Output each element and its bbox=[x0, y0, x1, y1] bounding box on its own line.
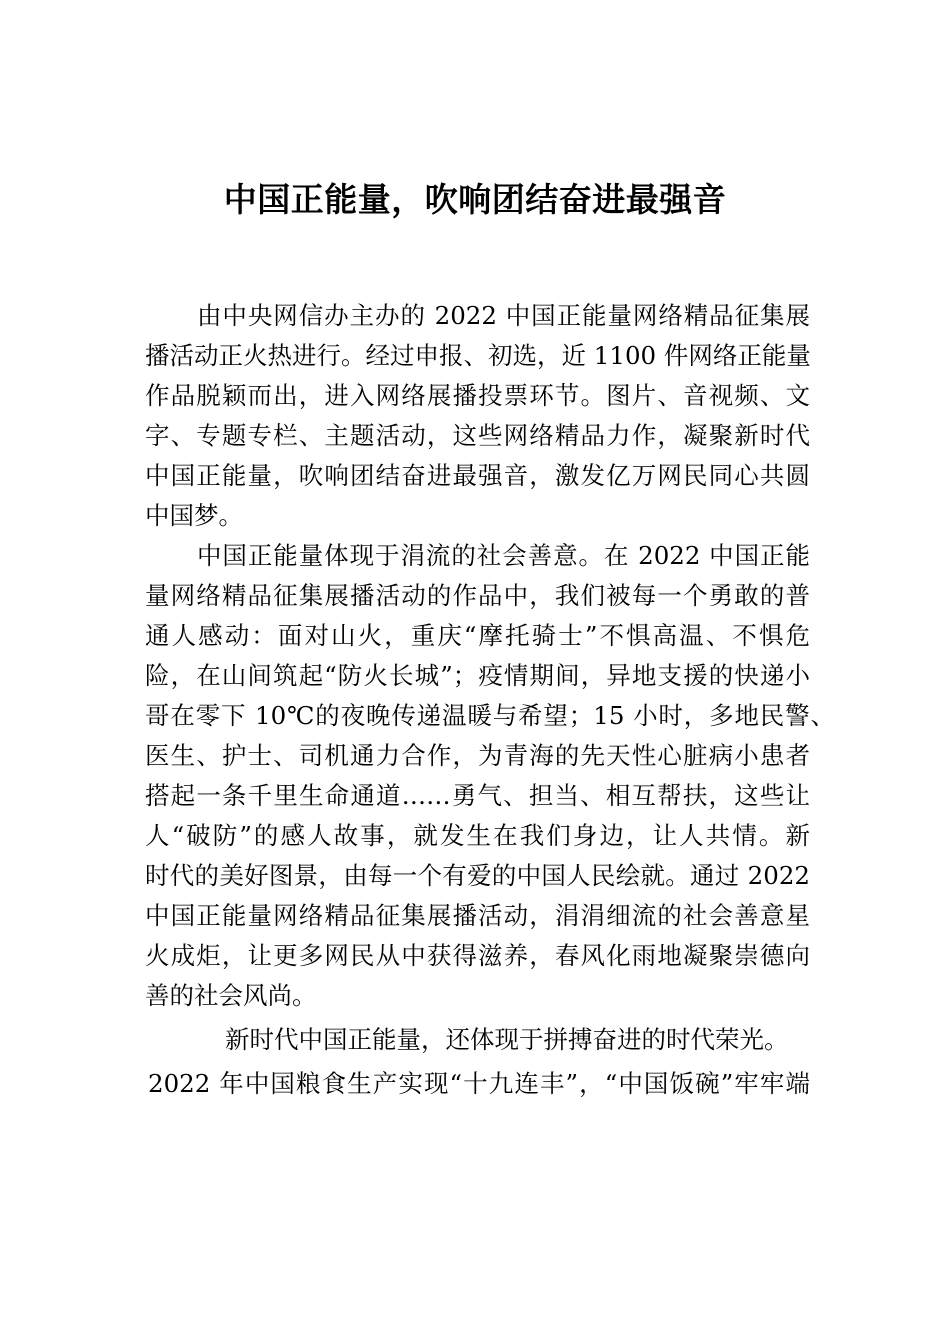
document-title: 中国正能量，吹响团结奋进最强音 bbox=[223, 180, 727, 219]
paragraph-2-line-6: 医生、护士、司机通力合作，为青海的先天性心脏病小患者 bbox=[145, 741, 810, 770]
paragraph-2-line-11: 火成炬，让更多网民从中获得滋养，春风化雨地凝聚崇德向 bbox=[145, 941, 810, 970]
paragraph-2-line-8: 人“破防”的感人故事，就发生在我们身边，让人共情。新 bbox=[145, 821, 810, 850]
paragraph-1-line-5: 中国正能量，吹响团结奋进最强音，激发亿万网民同心共圆 bbox=[145, 461, 810, 490]
paragraph-2-line-5: 哥在零下 10℃的夜晚传递温暖与希望；15 小时，多地民警、 bbox=[145, 701, 835, 730]
paragraph-3-line-2: 2022 年中国粮食生产实现“十九连丰”，“中国饭碗”牢牢端 bbox=[148, 1069, 810, 1098]
paragraph-2-line-9: 时代的美好图景，由每一个有爱的中国人民绘就。通过 2022 bbox=[145, 861, 810, 890]
paragraph-1-line-6: 中国梦。 bbox=[145, 501, 243, 530]
paragraph-2-line-3: 通人感动：面对山火，重庆“摩托骑士”不惧高温、不惧危 bbox=[145, 621, 810, 650]
paragraph-2-line-12: 善的社会风尚。 bbox=[145, 981, 317, 1010]
paragraph-2-line-2: 量网络精品征集展播活动的作品中，我们被每一个勇敢的普 bbox=[145, 581, 810, 610]
paragraph-1-line-2: 播活动正火热进行。经过申报、初选，近 1100 件网络正能量 bbox=[145, 341, 811, 370]
paragraph-2-line-4: 险，在山间筑起“防火长城”；疫情期间，异地支援的快递小 bbox=[145, 661, 810, 690]
paragraph-1-line-1: 由中央网信办主办的 2022 中国正能量网络精品征集展 bbox=[197, 301, 810, 330]
paragraph-2-line-10: 中国正能量网络精品征集展播活动，涓涓细流的社会善意星 bbox=[145, 901, 810, 930]
paragraph-1-line-4: 字、专题专栏、主题活动，这些网络精品力作，凝聚新时代 bbox=[145, 421, 810, 450]
paragraph-2-line-1: 中国正能量体现于涓流的社会善意。在 2022 中国正能 bbox=[197, 541, 810, 570]
paragraph-1-line-3: 作品脱颖而出，进入网络展播投票环节。图片、音视频、文 bbox=[145, 381, 810, 410]
paragraph-2-line-7: 搭起一条千里生命通道……勇气、担当、相互帮扶，这些让 bbox=[145, 781, 810, 810]
paragraph-3-line-1: 新时代中国正能量，还体现于拼搏奋进的时代荣光。 bbox=[225, 1025, 789, 1054]
